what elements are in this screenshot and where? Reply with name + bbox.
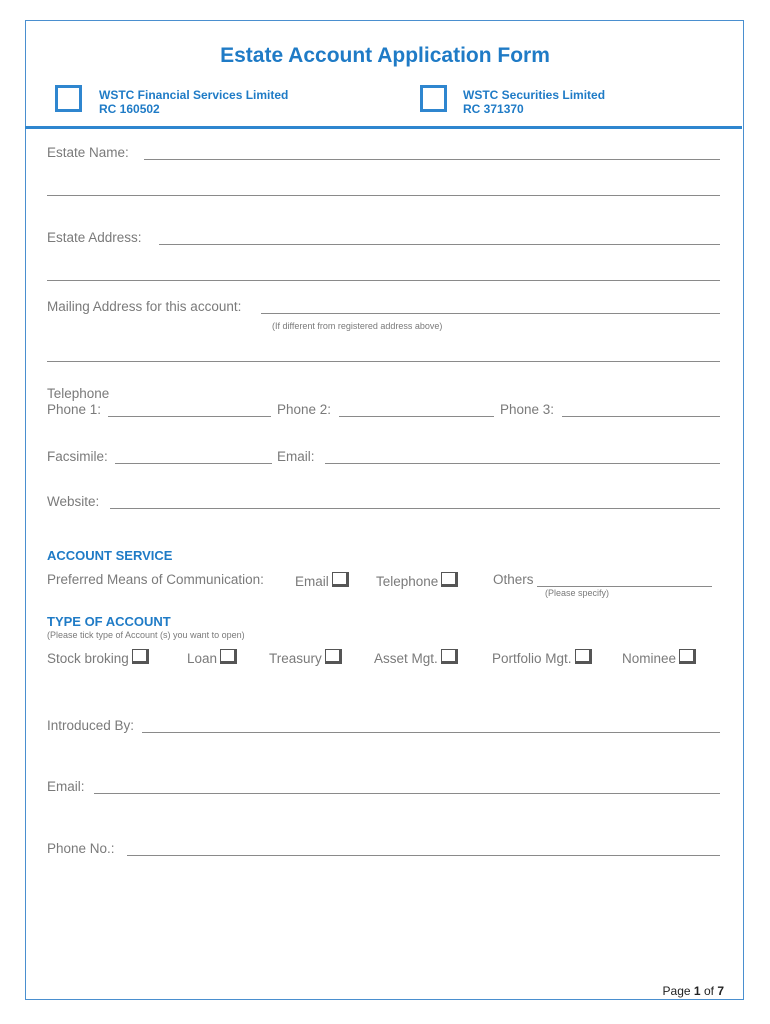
account-option-treasury[interactable]	[269, 649, 342, 666]
comm-option-telephone[interactable]	[376, 572, 458, 589]
introducer-phone-label: Phone No.:	[47, 841, 115, 856]
estate-name-line-2[interactable]	[47, 195, 720, 196]
email-line[interactable]	[325, 463, 720, 464]
email-label: Email:	[277, 449, 315, 464]
phone-3-line[interactable]	[562, 416, 720, 417]
comm-option-email[interactable]	[295, 572, 349, 589]
account-option-treasury-label: Treasury	[269, 651, 322, 666]
form-frame	[25, 20, 744, 1000]
estate-address-line[interactable]	[159, 244, 720, 245]
communication-prompt: Preferred Means of Communication:	[47, 572, 264, 587]
account-option-nominee[interactable]	[622, 649, 696, 666]
account-option-stock-broking[interactable]	[47, 649, 149, 666]
treasury-checkbox[interactable]	[325, 649, 342, 664]
comm-option-email-label: Email	[295, 574, 329, 589]
estate-address-line-2[interactable]	[47, 280, 720, 281]
of-word: of	[703, 984, 714, 998]
phone-1-label: Phone 1:	[47, 402, 102, 417]
account-service-heading: ACCOUNT SERVICE	[47, 548, 173, 563]
telephone-heading: Telephone	[47, 386, 110, 401]
estate-name-label: Estate Name:	[47, 145, 129, 160]
company-2-name: WSTC Securities Limited	[463, 88, 606, 102]
comm-option-telephone-label: Telephone	[376, 574, 439, 589]
introducer-email-label: Email:	[47, 779, 85, 794]
mailing-address-line-2[interactable]	[47, 361, 720, 362]
comm-email-checkbox[interactable]	[332, 572, 349, 587]
facsimile-label: Facsimile:	[47, 449, 108, 464]
page-number	[663, 984, 724, 998]
phone-3-label: Phone 3:	[500, 402, 555, 417]
company-2-checkbox[interactable]	[420, 85, 447, 112]
facsimile-line[interactable]	[115, 463, 272, 464]
estate-address-label: Estate Address:	[47, 230, 142, 245]
asset-mgt-checkbox[interactable]	[441, 649, 458, 664]
introduced-by-line[interactable]	[142, 732, 720, 733]
account-option-loan-label: Loan	[187, 651, 218, 666]
website-line[interactable]	[110, 508, 720, 509]
account-option-asset-mgt-label: Asset Mgt.	[374, 651, 438, 666]
portfolio-mgt-checkbox[interactable]	[575, 649, 592, 664]
company-1-checkbox[interactable]	[55, 85, 82, 112]
comm-option-others-label: Others	[493, 572, 534, 587]
mailing-address-label: Mailing Address for this account:	[47, 299, 242, 314]
loan-checkbox[interactable]	[220, 649, 237, 664]
account-option-portfolio-mgt-label: Portfolio Mgt.	[492, 651, 572, 666]
company-2-label	[463, 88, 605, 116]
form-title: Estate Account Application Form	[220, 44, 550, 67]
company-2-rc: RC 371370	[463, 102, 524, 116]
company-1-rc: RC 160502	[99, 102, 160, 116]
phone-2-label: Phone 2:	[277, 402, 332, 417]
introducer-email-line[interactable]	[94, 793, 720, 794]
comm-others-hint: (Please specify)	[545, 588, 610, 598]
account-option-loan[interactable]	[187, 649, 237, 666]
type-of-account-hint: (Please tick type of Account (s) you want to open)	[47, 630, 245, 640]
website-label: Website:	[47, 494, 100, 509]
header-divider	[25, 126, 742, 129]
phone-1-line[interactable]	[108, 416, 271, 417]
introducer-phone-line[interactable]	[127, 855, 720, 856]
estate-name-line[interactable]	[144, 159, 720, 160]
introduced-by-label: Introduced By:	[47, 718, 135, 733]
comm-telephone-checkbox[interactable]	[441, 572, 458, 587]
company-1-name: WSTC Financial Services Limited	[99, 88, 289, 102]
type-of-account-heading: TYPE OF ACCOUNT	[47, 614, 171, 629]
comm-others-line[interactable]	[537, 586, 712, 587]
current-page: 1	[693, 984, 701, 998]
account-option-asset-mgt[interactable]	[374, 649, 458, 666]
phone-2-line[interactable]	[339, 416, 494, 417]
account-option-stock-broking-label: Stock broking	[47, 651, 129, 666]
account-option-nominee-label: Nominee	[622, 651, 677, 666]
account-option-portfolio-mgt[interactable]	[492, 649, 592, 666]
page-word: Page	[662, 984, 691, 998]
mailing-address-hint: (If different from registered address above)	[272, 321, 443, 331]
total-pages: 7	[717, 984, 724, 998]
mailing-address-line[interactable]	[261, 313, 720, 314]
company-1-label	[99, 88, 288, 116]
stock-broking-checkbox[interactable]	[132, 649, 149, 664]
nominee-checkbox[interactable]	[679, 649, 696, 664]
